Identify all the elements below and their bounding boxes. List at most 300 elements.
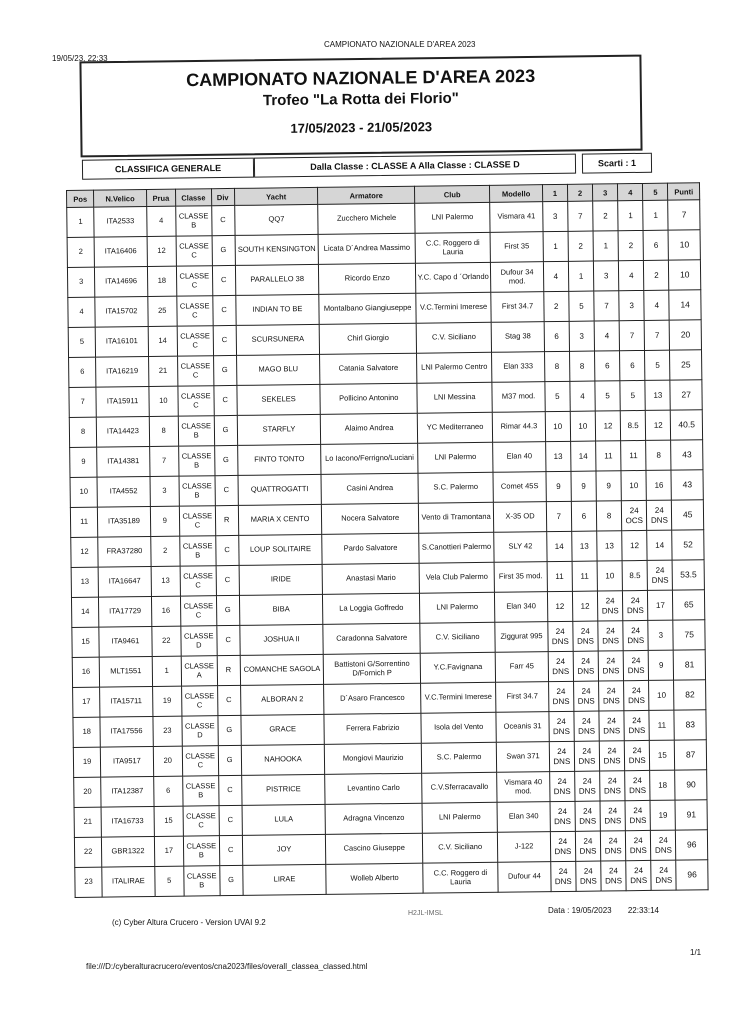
owner-cell: Anastasi Mario — [323, 563, 420, 594]
club-cell: C.V.Sferracavallo — [422, 772, 498, 803]
model-cell: Farr 45 — [496, 652, 549, 683]
sail-number-cell: GBR1322 — [102, 836, 155, 867]
bow-number-cell: 8 — [149, 416, 179, 446]
yacht-name-cell: LIRAE — [242, 864, 326, 895]
yacht-name-cell: INDIAN TO BE — [235, 294, 319, 325]
class-cell: CLASSE C — [180, 566, 216, 596]
points-cell: 14 — [669, 290, 701, 320]
owner-cell: La Loggia Goffredo — [323, 593, 420, 624]
division-cell: C — [219, 835, 242, 865]
race-4-cell: 24 DNS — [624, 680, 650, 710]
class-cell: CLASSE C — [177, 326, 213, 356]
race-1-cell: 13 — [545, 441, 571, 471]
race-1-cell: 24 DNS — [549, 711, 575, 741]
division-cell: G — [218, 745, 241, 775]
division-cell: C — [213, 325, 236, 355]
race-1-cell: 1 — [543, 231, 569, 261]
race-3-cell: 24 DNS — [599, 681, 625, 711]
division-cell: R — [215, 505, 238, 535]
position-cell: 8 — [69, 417, 97, 447]
race-4-cell: 24 DNS — [626, 860, 652, 890]
race-5-cell: 17 — [648, 590, 674, 620]
bow-number-cell: 25 — [147, 296, 177, 326]
race-3-cell: 24 DNS — [600, 831, 626, 861]
owner-cell: Ferrera Fabrizio — [324, 713, 421, 744]
club-cell: C.V. Siciliano — [416, 322, 492, 353]
sail-number-cell: FRA37280 — [98, 536, 151, 567]
model-cell: Elan 340 — [495, 592, 548, 623]
division-cell: G — [216, 595, 239, 625]
class-cell: CLASSE C — [178, 386, 214, 416]
trophy-title: Trofeo "La Rotta dei Florio" — [262, 89, 459, 110]
model-cell: Stag 38 — [491, 322, 544, 353]
race-4-cell: 24 DNS — [624, 740, 650, 770]
yacht-name-cell: MARIA X CENTO — [238, 504, 322, 535]
division-cell: C — [213, 385, 236, 415]
print-page-title: CAMPIONATO NAZIONALE D'AREA 2023 — [324, 40, 476, 49]
sail-number-cell: ITA14423 — [97, 417, 150, 448]
model-cell: First 35 — [490, 232, 543, 263]
yacht-name-cell: FINTO TONTO — [237, 444, 321, 475]
race-4-cell: 8.5 — [620, 410, 646, 440]
division-cell: C — [215, 475, 238, 505]
bow-number-cell: 7 — [149, 446, 179, 476]
race-4-cell: 10 — [621, 470, 647, 500]
position-cell: 10 — [70, 477, 98, 507]
points-cell: 25 — [670, 350, 702, 380]
race-5-cell: 24 DNS — [651, 860, 677, 890]
class-cell: CLASSE C — [178, 356, 214, 386]
race-4-cell: 2 — [618, 230, 644, 260]
division-cell: C — [212, 265, 235, 295]
race-5-cell: 14 — [647, 530, 673, 560]
model-cell: X-35 OD — [494, 502, 547, 533]
race-3-cell: 3 — [593, 261, 619, 291]
race-3-cell: 24 DNS — [598, 651, 624, 681]
points-cell: 96 — [676, 830, 708, 860]
model-cell: Ziggurat 995 — [495, 622, 548, 653]
division-cell: C — [212, 295, 235, 325]
bow-number-cell: 13 — [151, 566, 181, 596]
club-cell: Isola del Vento — [421, 712, 497, 743]
position-cell: 9 — [70, 447, 98, 477]
race-3-cell: 24 DNS — [600, 771, 626, 801]
sail-number-cell: ITA2533 — [94, 207, 147, 238]
class-cell: CLASSE A — [181, 656, 217, 686]
bow-number-cell: 22 — [151, 626, 181, 656]
race-3-cell: 24 DNS — [601, 861, 627, 891]
class-cell: CLASSE B — [179, 476, 215, 506]
points-cell: 45 — [672, 500, 704, 530]
ranking-info-bar — [82, 152, 688, 181]
yacht-name-cell: ALBORAN 2 — [240, 684, 324, 715]
race-2-cell: 24 DNS — [575, 801, 601, 831]
model-cell: Elan 40 — [493, 442, 546, 473]
race-2-cell: 1 — [568, 261, 594, 291]
sail-number-cell: ITA16406 — [94, 237, 147, 268]
page-number: 1/1 — [690, 948, 702, 957]
club-cell: Vento di Tramontana — [418, 502, 494, 533]
race-1-cell: 2 — [543, 291, 569, 321]
model-cell: Elan 340 — [497, 802, 550, 833]
report-date: Data : 19/05/2023 — [548, 906, 612, 915]
race-4-cell: 1 — [618, 200, 644, 230]
race-3-cell: 8 — [596, 501, 622, 531]
bow-number-cell: 20 — [153, 746, 183, 776]
race-4-cell: 12 — [622, 530, 648, 560]
race-3-cell: 24 DNS — [599, 711, 625, 741]
class-range-label: Dalla Classe : CLASSE A Alla Classe : CLASSE D — [254, 154, 576, 178]
race-4-cell: 8.5 — [622, 560, 648, 590]
model-cell: First 35 mod. — [494, 562, 547, 593]
bow-number-cell: 15 — [154, 806, 184, 836]
owner-cell: Catania Salvatore — [320, 353, 417, 384]
race-2-cell: 9 — [571, 471, 597, 501]
owner-cell: Cascino Giuseppe — [326, 833, 423, 864]
position-cell: 22 — [74, 837, 102, 867]
race-3-cell: 24 DNS — [599, 741, 625, 771]
race-2-cell: 13 — [572, 531, 598, 561]
owner-cell: Zucchero Michele — [318, 203, 415, 234]
sail-number-cell: ITALIRAE — [102, 866, 155, 897]
model-cell: Swan 371 — [497, 742, 550, 773]
points-cell: 81 — [674, 650, 706, 680]
points-cell: 87 — [675, 740, 707, 770]
owner-cell: Battistoni G/Sorrentino D/Fornich P — [324, 653, 421, 684]
division-cell: G — [214, 445, 237, 475]
race-2-cell: 5 — [569, 291, 595, 321]
position-cell: 2 — [67, 237, 95, 267]
model-cell: Dufour 34 mod. — [491, 262, 544, 293]
class-cell: CLASSE B — [179, 446, 215, 476]
yacht-name-cell: MAGO BLU — [236, 354, 320, 385]
owner-cell: D´Asaro Francesco — [324, 683, 421, 714]
race-1-cell: 24 DNS — [548, 681, 574, 711]
position-cell: 11 — [70, 507, 98, 537]
bow-number-cell: 3 — [150, 476, 180, 506]
club-cell: C.C. Roggero di Lauria — [415, 232, 491, 263]
sail-number-cell: ITA16219 — [96, 357, 149, 388]
race-3-cell: 2 — [593, 201, 619, 231]
model-cell: SLY 42 — [494, 532, 547, 563]
race-2-cell: 4 — [570, 381, 596, 411]
club-cell: C.C. Roggero di Lauria — [423, 862, 499, 893]
position-cell: 14 — [71, 597, 99, 627]
division-cell: C — [217, 685, 240, 715]
race-3-cell: 5 — [595, 381, 621, 411]
race-2-cell: 2 — [568, 231, 594, 261]
race-3-cell: 6 — [595, 351, 621, 381]
model-cell: Dufour 44 — [498, 862, 551, 893]
position-cell: 21 — [74, 807, 102, 837]
sail-number-cell: ITA12387 — [101, 776, 154, 807]
sail-number-cell: ITA15702 — [95, 297, 148, 328]
race-2-cell: 24 DNS — [573, 651, 599, 681]
points-cell: 10 — [668, 230, 700, 260]
class-cell: CLASSE C — [183, 806, 219, 836]
owner-cell: Pollicino Antonino — [320, 383, 417, 414]
bow-number-cell: 2 — [150, 536, 180, 566]
yacht-name-cell: QQ7 — [234, 204, 318, 235]
race-1-cell: 24 DNS — [550, 831, 576, 861]
race-3-cell: 24 DNS — [597, 591, 623, 621]
club-cell: Vela Club Palermo — [419, 562, 495, 593]
owner-cell: Chirl Giorgio — [320, 323, 417, 354]
title-box — [79, 55, 642, 158]
race-5-cell: 6 — [643, 230, 669, 260]
sail-number-cell: ITA17729 — [99, 596, 152, 627]
sail-number-cell: ITA16733 — [101, 806, 154, 837]
class-cell: CLASSE C — [176, 236, 212, 266]
class-cell: CLASSE C — [182, 746, 218, 776]
race-2-cell: 7 — [568, 201, 594, 231]
sail-number-cell: ITA15911 — [96, 387, 149, 418]
points-cell: 90 — [675, 770, 707, 800]
race-1-cell: 4 — [543, 261, 569, 291]
owner-cell: Lo Iacono/Ferrigno/Luciani — [321, 443, 418, 474]
race-4-cell: 24 DNS — [623, 650, 649, 680]
race-1-cell: 10 — [545, 411, 571, 441]
yacht-name-cell: LOUP SOLITAIRE — [238, 534, 322, 565]
owner-cell: Levantino Carlo — [325, 773, 422, 804]
sail-number-cell: ITA15711 — [100, 686, 153, 717]
owner-cell: Alaimo Andrea — [321, 413, 418, 444]
class-cell: CLASSE B — [180, 536, 216, 566]
class-cell: CLASSE C — [177, 296, 213, 326]
class-cell: CLASSE B — [176, 206, 212, 236]
race-4-cell: 24 OCS — [621, 500, 647, 530]
owner-cell: Pardo Salvatore — [322, 533, 419, 564]
bow-number-cell: 17 — [154, 836, 184, 866]
results-table-wrapper — [66, 182, 709, 898]
race-2-cell: 10 — [570, 411, 596, 441]
header-model: Modello — [490, 185, 543, 203]
bow-number-cell: 9 — [150, 506, 180, 536]
model-cell: Comet 45S — [493, 472, 546, 503]
model-cell: Vismara 41 — [490, 202, 543, 233]
position-cell: 15 — [72, 627, 100, 657]
header-yacht: Yacht — [234, 187, 318, 205]
race-5-cell: 13 — [645, 380, 671, 410]
model-cell: Rimar 44.3 — [493, 412, 546, 443]
position-cell: 5 — [68, 327, 96, 357]
yacht-name-cell: NAHOOKA — [241, 744, 325, 775]
sail-number-cell: MLT1551 — [99, 656, 152, 687]
division-cell: C — [216, 565, 239, 595]
race-5-cell: 9 — [648, 650, 674, 680]
race-1-cell: 6 — [544, 321, 570, 351]
points-cell: 96 — [676, 860, 708, 890]
race-2-cell: 24 DNS — [573, 621, 599, 651]
race-1-cell: 24 DNS — [549, 741, 575, 771]
class-cell: CLASSE C — [182, 686, 218, 716]
club-cell: S.C. Palermo — [421, 742, 497, 773]
yacht-name-cell: SCURSUNERA — [236, 324, 320, 355]
race-1-cell: 3 — [542, 201, 568, 231]
yacht-name-cell: LULA — [242, 804, 326, 835]
yacht-name-cell: QUATTROGATTI — [238, 474, 322, 505]
class-cell: CLASSE C — [180, 596, 216, 626]
discards-label: Scarti : 1 — [582, 153, 652, 174]
club-cell: Y.C.Favignana — [420, 652, 496, 683]
points-cell: 7 — [668, 200, 700, 230]
position-cell: 4 — [68, 297, 96, 327]
race-1-cell: 12 — [547, 591, 573, 621]
race-1-cell: 24 DNS — [550, 801, 576, 831]
header-sail-number: N.Velico — [94, 190, 147, 208]
class-cell: CLASSE D — [181, 626, 217, 656]
print-datetime: 19/05/23, 22:33 — [52, 54, 108, 63]
race-3-cell: 11 — [596, 441, 622, 471]
club-cell: LNI Messina — [417, 382, 493, 413]
owner-cell: Casini Andrea — [321, 473, 418, 504]
race-3-cell: 24 DNS — [600, 801, 626, 831]
race-4-cell: 7 — [619, 320, 645, 350]
class-cell: CLASSE C — [176, 266, 212, 296]
yacht-name-cell: SOUTH KENSINGTON — [235, 234, 319, 265]
yacht-name-cell: BIBA — [239, 594, 323, 625]
model-cell: Vismara 40 mod. — [497, 772, 550, 803]
club-cell: YC Mediterraneo — [417, 412, 493, 443]
race-5-cell: 15 — [650, 740, 676, 770]
class-cell: CLASSE C — [179, 506, 215, 536]
class-cell: CLASSE B — [178, 416, 214, 446]
race-5-cell: 24 DNS — [647, 500, 673, 530]
header-division: Div — [211, 188, 234, 205]
sail-number-cell: ITA4552 — [97, 476, 150, 507]
bow-number-cell: 5 — [154, 866, 184, 896]
sail-number-cell: ITA9517 — [101, 746, 154, 777]
bow-number-cell: 18 — [147, 266, 177, 296]
header-race-4: 4 — [618, 183, 643, 200]
report-time: 22:33:14 — [627, 906, 659, 915]
header-points: Punti — [668, 183, 700, 200]
model-cell: Oceanis 31 — [496, 712, 549, 743]
position-cell: 19 — [73, 747, 101, 777]
bow-number-cell: 16 — [151, 596, 181, 626]
race-2-cell: 12 — [572, 591, 598, 621]
division-cell: C — [218, 775, 241, 805]
race-3-cell: 12 — [595, 411, 621, 441]
position-cell: 7 — [69, 387, 97, 417]
header-owner: Armatore — [318, 186, 415, 204]
table-body — [67, 200, 708, 898]
race-2-cell: 24 DNS — [573, 681, 599, 711]
points-cell: 52 — [672, 530, 704, 560]
owner-cell: Nocera Salvatore — [322, 503, 419, 534]
race-5-cell: 5 — [645, 350, 671, 380]
race-4-cell: 24 DNS — [626, 830, 652, 860]
header-pos: Pos — [67, 190, 94, 207]
club-cell: C.V. Siciliano — [420, 622, 496, 653]
position-cell: 18 — [73, 717, 101, 747]
sail-number-cell: ITA14381 — [97, 447, 150, 478]
race-2-cell: 3 — [569, 321, 595, 351]
division-cell: G — [219, 865, 242, 895]
race-5-cell: 18 — [650, 770, 676, 800]
owner-cell: Wolleb Alberto — [326, 863, 423, 894]
class-cell: CLASSE B — [183, 776, 219, 806]
points-cell: 53.5 — [672, 560, 704, 590]
division-cell: C — [211, 205, 234, 235]
header-race-2: 2 — [567, 184, 592, 201]
bow-number-cell: 14 — [148, 326, 178, 356]
club-cell: LNI Palermo — [422, 802, 498, 833]
race-1-cell: 24 DNS — [548, 651, 574, 681]
yacht-name-cell: GRACE — [241, 714, 325, 745]
header-bow: Prua — [146, 189, 176, 206]
bow-number-cell: 21 — [148, 356, 178, 386]
yacht-name-cell: COMANCHE SAGOLA — [240, 654, 324, 685]
position-cell: 1 — [67, 207, 95, 237]
race-2-cell: 8 — [569, 351, 595, 381]
division-cell: G — [214, 415, 237, 445]
report-timestamp — [548, 906, 659, 915]
club-cell: V.C.Termini Imerese — [420, 682, 496, 713]
race-4-cell: 24 DNS — [625, 800, 651, 830]
position-cell: 20 — [74, 777, 102, 807]
race-4-cell: 5 — [620, 380, 646, 410]
points-cell: 10 — [669, 260, 701, 290]
club-cell: S.Canottieri Palermo — [419, 532, 495, 563]
race-1-cell: 24 DNS — [548, 621, 574, 651]
header-race-5: 5 — [643, 183, 668, 200]
event-dates: 17/05/2023 - 21/05/2023 — [290, 119, 433, 136]
race-3-cell: 7 — [594, 291, 620, 321]
race-4-cell: 24 DNS — [624, 710, 650, 740]
race-2-cell: 14 — [570, 441, 596, 471]
division-cell: G — [213, 355, 236, 385]
results-table — [66, 182, 709, 898]
race-5-cell: 10 — [649, 680, 675, 710]
race-5-cell: 19 — [650, 800, 676, 830]
race-5-cell: 12 — [646, 410, 672, 440]
division-cell: G — [212, 235, 235, 265]
race-5-cell: 2 — [644, 260, 670, 290]
bow-number-cell: 10 — [149, 386, 179, 416]
position-cell: 12 — [71, 537, 99, 567]
club-cell: Y.C. Capo d ´Orlando — [415, 262, 491, 293]
header-class: Classe — [175, 189, 211, 206]
race-1-cell: 7 — [546, 501, 572, 531]
yacht-name-cell: IRIDE — [239, 564, 323, 595]
race-5-cell: 24 DNS — [647, 560, 673, 590]
division-cell: C — [215, 535, 238, 565]
class-cell: CLASSE B — [183, 836, 219, 866]
race-5-cell: 24 DNS — [651, 830, 677, 860]
copyright-text: (c) Cyber Altura Crucero - Version UVAI 9.2 — [112, 918, 266, 927]
sail-number-cell: ITA17556 — [100, 716, 153, 747]
owner-cell: Ricordo Enzo — [319, 263, 416, 294]
bow-number-cell: 19 — [152, 686, 182, 716]
sail-number-cell: ITA16101 — [95, 327, 148, 358]
points-cell: 65 — [673, 590, 705, 620]
model-cell: First 34.7 — [496, 682, 549, 713]
position-cell: 13 — [71, 567, 99, 597]
points-cell: 43 — [671, 440, 703, 470]
header-club: Club — [414, 185, 490, 203]
race-5-cell: 11 — [649, 710, 675, 740]
race-3-cell: 9 — [596, 471, 622, 501]
race-5-cell: 3 — [648, 620, 674, 650]
race-3-cell: 1 — [593, 231, 619, 261]
position-cell: 6 — [69, 357, 97, 387]
points-cell: 82 — [674, 680, 706, 710]
owner-cell: Montalbano Giangiuseppe — [319, 293, 416, 324]
division-cell: C — [219, 805, 242, 835]
class-cell: CLASSE B — [184, 866, 220, 896]
division-cell: C — [216, 625, 239, 655]
